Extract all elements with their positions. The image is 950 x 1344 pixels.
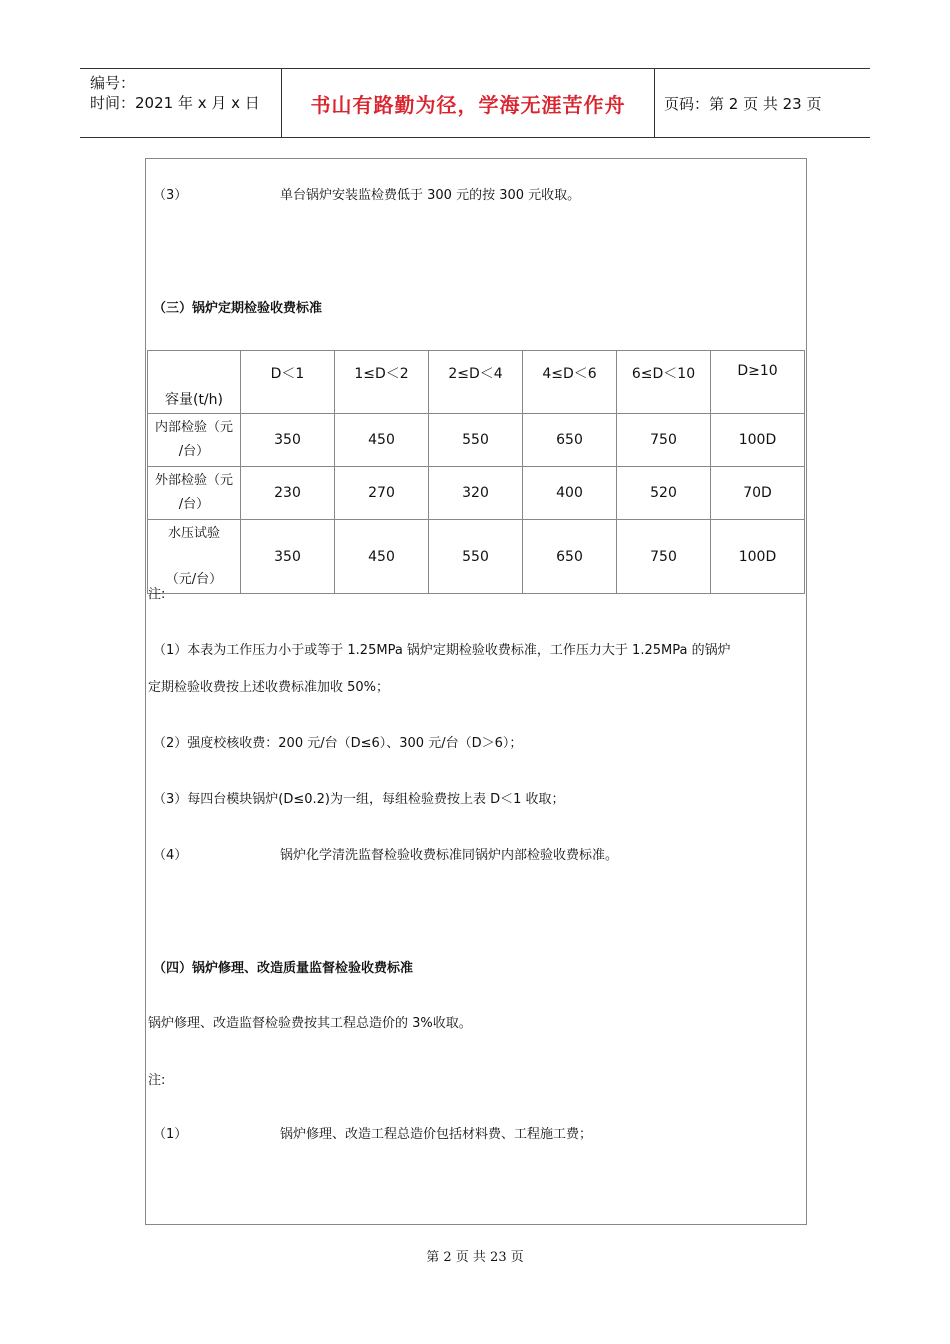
note-label: 注: [148, 1073, 166, 1088]
table-cell: 650 [523, 414, 617, 467]
header-motto: 书山有路勤为径，学海无涯苦作舟 [310, 92, 626, 117]
item-text: 单台锅炉安装监检费低于 300 元的按 300 元收取。 [280, 188, 581, 203]
item-number: （1） [153, 1127, 188, 1142]
row-label-spacer [148, 546, 240, 568]
column-header: 2≤D＜4 [429, 351, 523, 414]
table-cell: 270 [335, 467, 429, 520]
row-label [148, 520, 241, 594]
table-cell: 650 [523, 520, 617, 594]
column-header: 4≤D＜6 [523, 351, 617, 414]
row-label-line: /台） [178, 444, 210, 459]
item-text: 锅炉化学清洗监督检验收费标准同锅炉内部检验收费标准。 [280, 848, 619, 863]
row-label-line: （元/台） [165, 571, 223, 587]
row-label-line: /台） [178, 497, 210, 512]
table-cell: 450 [335, 520, 429, 594]
row-label-line: 水压试验 [167, 525, 220, 541]
page-footer: 第 2 页 共 23 页 [426, 1250, 524, 1265]
header-meta [90, 73, 280, 113]
note-line: （3）每四台模块锅炉(D≤0.2)为一组，每组检验费按上表 D＜1 收取； [153, 792, 565, 807]
table-cell: 550 [429, 414, 523, 467]
table-cell: 750 [617, 414, 711, 467]
column-header: D≥10 [711, 351, 805, 414]
section-body: 锅炉修理、改造监督检验费按其工程总造价的 3%收取。 [148, 1016, 472, 1031]
note-label: 注: [148, 587, 166, 602]
table-row [148, 520, 805, 594]
table-row [148, 414, 805, 467]
row-label-line: 外部检验（元 [154, 473, 233, 488]
table-cell: 70D [711, 467, 805, 520]
item-text: 锅炉修理、改造工程总造价包括材料费、工程施工费； [280, 1127, 593, 1142]
capacity-header-cell [148, 351, 241, 414]
table-cell: 320 [429, 467, 523, 520]
table-cell: 450 [335, 414, 429, 467]
document-time-label: 时间：2021 年 x 月 x 日 [90, 94, 260, 112]
inspection-fee-table [147, 350, 805, 594]
capacity-header-label: 容量(t/h) [164, 392, 223, 408]
header-divider [654, 69, 655, 137]
item-number: （3） [153, 188, 188, 203]
note-line: 定期检验收费按上述收费标准加收 50%； [148, 680, 390, 695]
note-line: （2）强度校核收费：200 元/台（D≤6）、300 元/台（D＞6）； [153, 736, 523, 751]
table-cell: 350 [241, 520, 335, 594]
row-label [148, 467, 241, 520]
table-cell: 750 [617, 520, 711, 594]
column-header: D＜1 [241, 351, 335, 414]
note-line: （1）本表为工作压力小于或等于 1.25MPa 锅炉定期检验收费标准，工作压力大于 1.25MPa 的锅炉 [153, 643, 731, 658]
table-cell: 400 [523, 467, 617, 520]
page-header [80, 68, 870, 138]
table-cell: 100D [711, 520, 805, 594]
section-title: （四）锅炉修理、改造质量监督检验收费标准 [153, 961, 414, 976]
item-number: （4） [153, 848, 188, 863]
header-page-info: 页码：第 2 页 共 23 页 [664, 94, 822, 113]
column-header: 1≤D＜2 [335, 351, 429, 414]
table-row [148, 467, 805, 520]
row-label-line: 内部检验（元 [154, 420, 233, 435]
table-cell: 550 [429, 520, 523, 594]
table-cell: 230 [241, 467, 335, 520]
table-header-row [148, 351, 805, 414]
row-label [148, 414, 241, 467]
section-title: （三）锅炉定期检验收费标准 [153, 301, 323, 316]
table-cell: 520 [617, 467, 711, 520]
column-header: 6≤D＜10 [617, 351, 711, 414]
document-number-label: 编号： [90, 74, 136, 92]
table-cell: 350 [241, 414, 335, 467]
table-cell: 100D [711, 414, 805, 467]
